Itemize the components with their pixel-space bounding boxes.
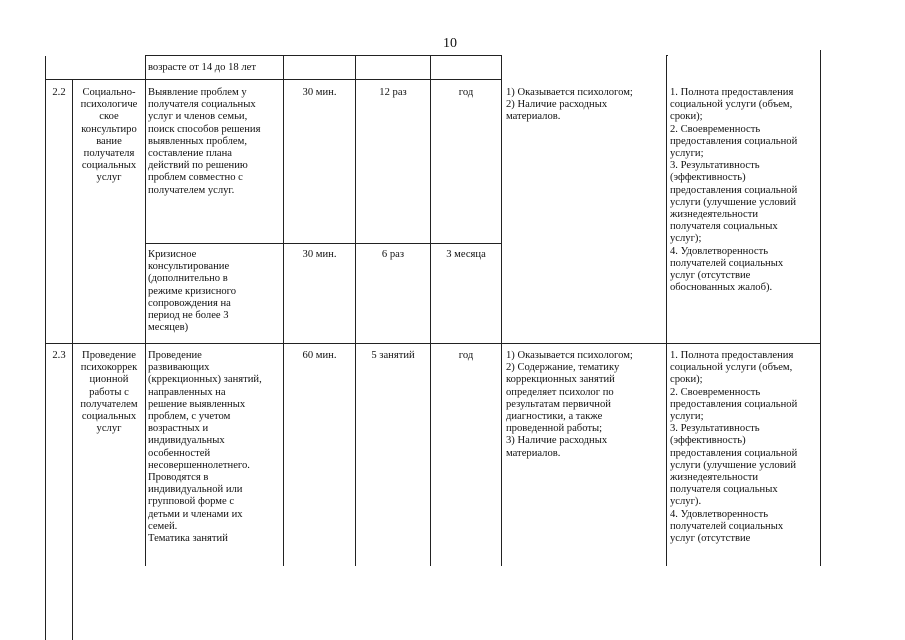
col-line-4 — [355, 55, 356, 566]
row-line-header-bottom — [45, 79, 502, 80]
row-2-2-sub1-description: Выявление проблем у получателя социальных услуг и членов семьи, поиск способов решения выявленных проблем, составление плана действий по решению проблем совместно с получателем услуг. — [148, 87, 261, 196]
row-2-3-times: 5 занятий — [371, 350, 415, 361]
row-line-sub1-bottom — [145, 243, 502, 244]
row-2-2-sub1-times: 12 раз — [379, 87, 407, 98]
row-line-2-2-bottom — [45, 343, 821, 344]
row-2-3-time: 60 мин. — [302, 350, 337, 361]
row-2-2-sub2-time: 30 мин. — [302, 249, 337, 260]
col-line-6 — [501, 55, 502, 566]
col-line-2 — [145, 55, 146, 566]
row-2-3-criteria: 1. Полнота предоставления социальной услуги (объем, сроки); 2. Своевременность предоставления социальной услуги; 3. Результативность (эффективность) предоставления социальной услуги (улучшение условий жизнедеятельности получателя социальных услуг). 4. Удовлетворенность получателей социальных услуг (отсутствие — [670, 350, 798, 545]
row-2-2-sub2-period: 3 месяца — [446, 249, 486, 260]
row-2-2-sub2-times: 6 раз — [381, 249, 405, 260]
row-2-3-number: 2.3 — [52, 350, 66, 361]
col-line-5 — [430, 55, 431, 566]
page-number: 10 — [443, 36, 457, 51]
row-2-2-criteria: 1. Полнота предоставления социальной услуги (объем, сроки); 2. Своевременность предоставления социальной услуги; 3. Результативность (эффективность) предоставления социальной услуги (улучшение условий жизнедеятельности получателя социальных услуг); 4. Удовлетворенность получателей социальных услуг (отсутствие обоснованных жалоб). — [670, 87, 798, 294]
row-2-3-description: Проведение развивающих (кррекционных) занятий, направленных на решение выявленных проблем, с учетом возрастных и индивидуальных особенностей несовершеннолетнего. Проводятся в индивидуальной или групповой форме с детьми и членами их семей. Тематика занятий — [148, 350, 262, 545]
col-line-7 — [666, 55, 667, 566]
row-2-2-sub1-time: 30 мин. — [302, 87, 337, 98]
row-2-3-conditions: 1) Оказывается психологом; 2) Содержание, тематику коррекционных занятий определяет психолог по результатам первичной диагностики, а также проведенной работы; 3) Наличие расходных материалов. — [506, 350, 633, 459]
row-2-2-number: 2.2 — [52, 87, 66, 98]
col-line-0 — [45, 56, 46, 640]
header-service-text: возрасте от 14 до 18 лет — [148, 62, 256, 73]
col-line-8 — [820, 50, 821, 566]
row-2-2-service-name: Социально- психологиче ское консультиро вание получателя социальных услуг — [80, 87, 138, 184]
row-2-2-conditions: 1) Оказывается психологом; 2) Наличие расходных материалов. — [506, 87, 633, 123]
row-2-2-sub2-description: Кризисное консультирование (дополнительно в режиме кризисного сопровождения на период не более 3 месяцев) — [148, 249, 237, 334]
col-line-3 — [283, 55, 284, 566]
row-line-top — [145, 55, 502, 56]
row-2-3-period: год — [458, 350, 474, 361]
row-2-2-sub1-period: год — [458, 87, 474, 98]
row-2-3-service-name: Проведение психокоррек ционной работы с получателем социальных услуг — [80, 350, 138, 435]
